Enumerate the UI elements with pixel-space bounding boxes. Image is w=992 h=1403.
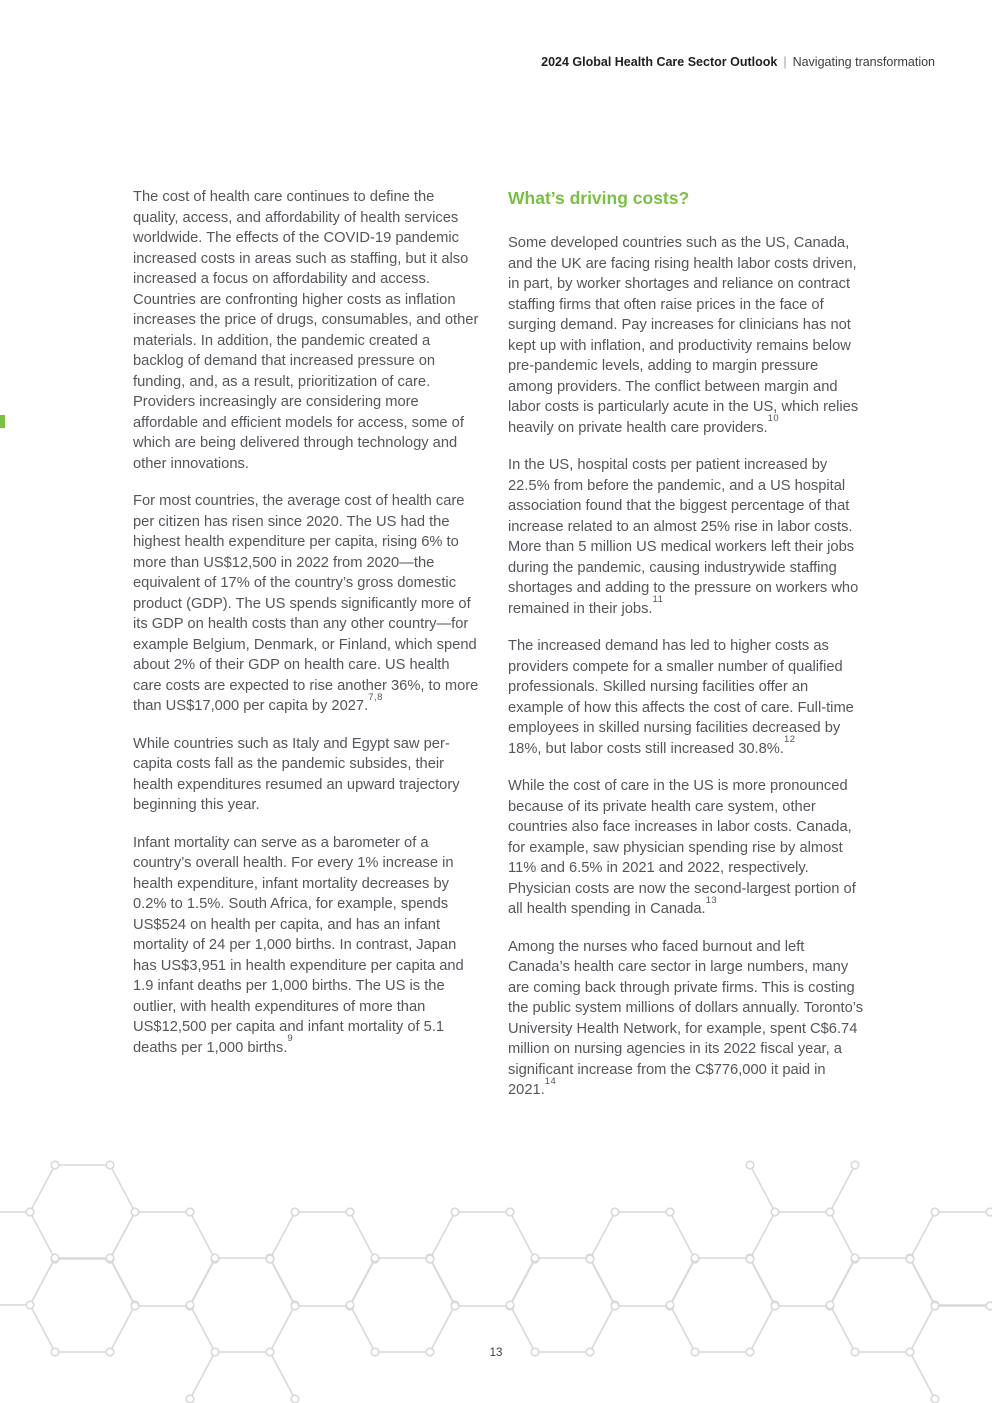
section-heading: What’s driving costs? (508, 188, 690, 208)
footnote-ref: 12 (783, 734, 796, 746)
body-paragraph (133, 187, 482, 474)
body-paragraph (133, 491, 482, 717)
body-paragraph (508, 455, 864, 619)
body-paragraph (133, 833, 482, 1059)
paragraph-text: Some developed countries such as the US, Canada, and the UK are facing rising health labor costs driven, in part, by worker shortages and reliance on contract staffing firms that often raise prices in the face of surging demand. Pay increases for clinicians has not kept up with inflation, and productivity remains below pre-pandemic levels, adding to margin pressure among providers. The conflict between margin and labor costs is particularly acute in the US, which relies heavily on private health care providers. (508, 235, 859, 436)
paragraph-text: Infant mortality can serve as a barometer of a country’s overall health. For every 1% increase in health expenditure, infant mortality decreases by 0.2% to 1.5%. South Africa, for example, spends US$524 on health per capita, and has an infant mortality of 24 per 1,000 births. In contrast, Japan has US$3,951 in health expenditure per capita and 1.9 infant deaths per 1,000 births. The US is the outlier, with health expenditures of more than US$12,500 per capita and infant mortality of 5.1 deaths per 1,000 births. (133, 834, 464, 1056)
paragraph-text: While the cost of care in the US is more pronounced because of its private health care system, other countries also face increases in labor costs. Canada, for example, saw physician spending rise by almost 11% and 6.5% in 2021 and 2022, respectively. Physician costs are now the second-largest portion of all health spending in Canada. (508, 778, 856, 917)
footnote-ref: 9 (287, 1033, 294, 1045)
page-header (541, 54, 935, 70)
footnote-ref: 10 (767, 413, 780, 425)
footnote-ref: 14 (544, 1075, 557, 1087)
paragraph-text: The increased demand has led to higher costs as providers compete for a smaller number of qualified professionals. Skilled nursing facilities offer an example of how this affects the cost of care. Full-time employees in skilled nursing facilities decreased by 18%, but labor costs still increased 30.8%. (508, 638, 854, 757)
report-title: 2024 Global Health Care Sector Outlook (541, 55, 778, 69)
footnote-ref: 7,8 (368, 691, 383, 703)
body-paragraph (133, 734, 482, 816)
paragraph-text: The cost of health care continues to define the quality, access, and affordability of health services worldwide. The effects of the COVID-19 pandemic increased costs in areas such as staffing, but it also increased a focus on affordability and access. Countries are confronting higher costs as inflation increases the price of drugs, consumables, and other materials. In addition, the pandemic created a backlog of demand that increased pressure on funding, and, as a result, prioritization of care. Providers increasingly are considering more affordable and efficient models for access, some of which are being delivered through technology and other innovations. (133, 189, 479, 472)
hex-network-svg (0, 1150, 992, 1403)
paragraph-text: For most countries, the average cost of health care per citizen has risen since 2020. The US had the highest health expenditure per capita, rising 6% to more than US$12,500 in 2022 from 2020—the equivalent of 17% of the country’s gross domestic product (GDP). The US spends significantly more of its GDP on health costs than any other country—for example Belgium, Denmark, or Finland, which spend about 2% of their GDP on health care. US health care costs are expected to rise another 36%, to more than US$17,000 per capita by 2027. (133, 493, 479, 714)
footnote-ref: 13 (705, 894, 718, 906)
header-divider: | (783, 55, 787, 69)
report-subtitle: Navigating transformation (792, 55, 935, 69)
body-paragraph (508, 776, 864, 920)
section-edge-tab (0, 415, 5, 428)
body-paragraph (508, 233, 864, 438)
hex-pattern-decoration (0, 1150, 992, 1403)
page-number: 13 (489, 1347, 503, 1359)
right-column (508, 187, 864, 1118)
paragraph-text: Among the nurses who faced burnout and left Canada’s health care sector in large numbers, many are coming back through private firms. This is costing the public system millions of dollars annually. Toronto’s University Health Network, for example, spent C$6.74 million on nursing agencies in its 2022 fiscal year, a significant increase from the C$776,000 it paid in 2021. (508, 938, 864, 1098)
body-paragraph (508, 636, 864, 759)
paragraph-text: While countries such as Italy and Egypt saw per-capita costs fall as the pandemic subsides, their health expenditures resumed an upward trajectory beginning this year. (133, 735, 460, 813)
body-paragraph (508, 937, 864, 1101)
paragraph-text: In the US, hospital costs per patient increased by 22.5% from before the pandemic, and a US hospital association found that the biggest percentage of that increase related to an almost 25% rise in labor costs. More than 5 million US medical workers left their jobs during the pandemic, causing industrywide staffing shortages and adding to the pressure on workers who remained in their jobs. (508, 457, 859, 617)
left-column (133, 187, 482, 1075)
footnote-ref: 11 (652, 594, 664, 606)
